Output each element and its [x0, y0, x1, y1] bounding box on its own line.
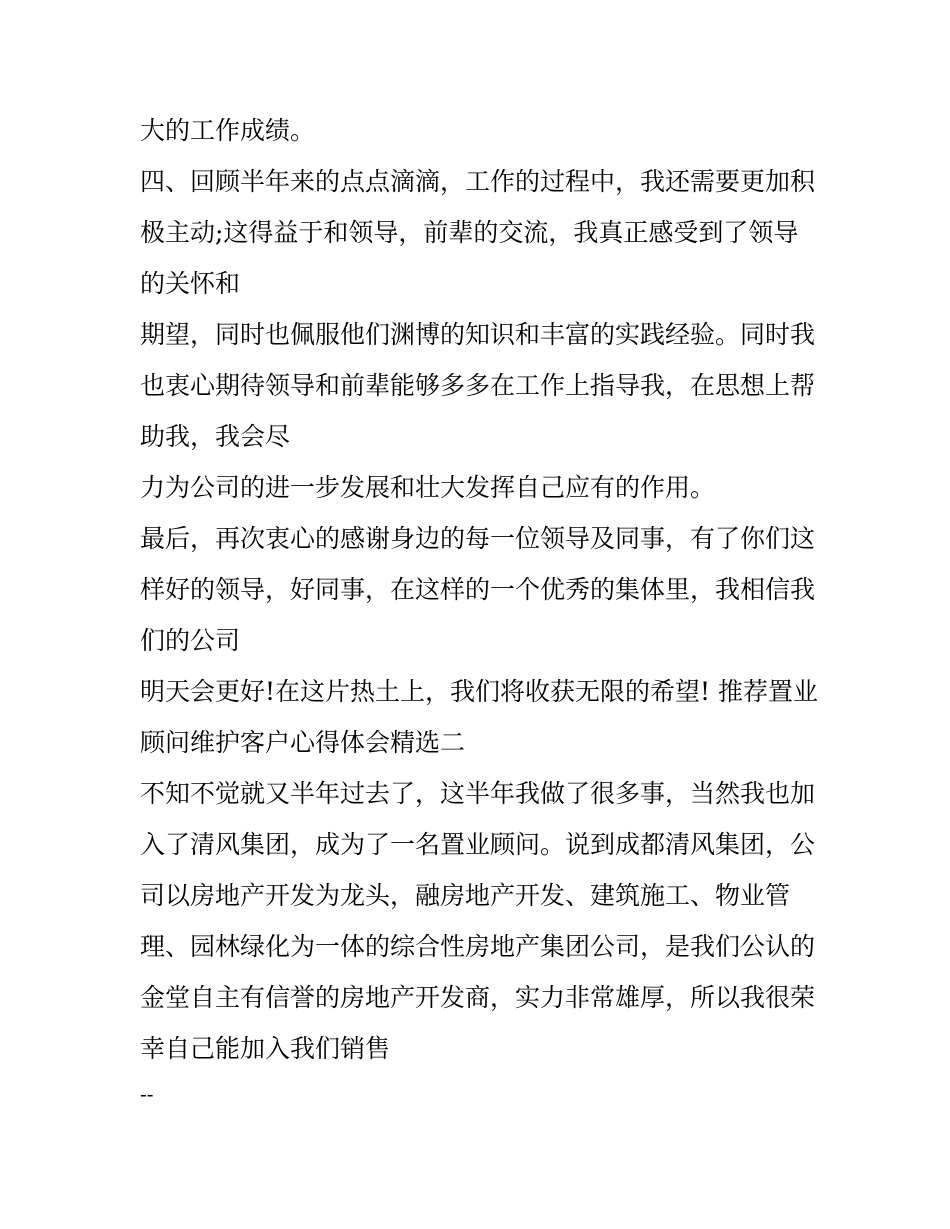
- body-text: [140, 105, 830, 1114]
- text-line: 助我，我会尽: [140, 422, 291, 451]
- text-line: 力为公司的进一步发展和壮大发挥自己应有的作用。: [140, 473, 716, 502]
- text-line: 不知不觉就又半年过去了，这半年我做了很多事，当然我也加: [140, 779, 816, 808]
- text-line: 极主动;这得益于和领导，前辈的交流，我真正感受到了领导: [140, 218, 799, 247]
- text-line: 的关怀和: [140, 269, 241, 298]
- text-line: 明天会更好!在这片热土上，我们将收获无限的希望! 推荐置业: [140, 677, 819, 706]
- text-line: 理、园林绿化为一体的综合性房地产集团公司，是我们公认的: [140, 932, 816, 961]
- page-break-mark: --: [140, 1082, 154, 1106]
- text-line: 金堂自主有信誉的房地产开发商，实力非常雄厚，所以我很荣: [140, 983, 816, 1012]
- text-line: 最后，再次衷心的感谢身边的每一位领导及同事，有了你们这: [140, 524, 816, 553]
- text-line: 样好的领导，好同事，在这样的一个优秀的集体里，我相信我: [140, 575, 816, 604]
- text-line: 四、回顾半年来的点点滴滴，工作的过程中，我还需要更加积: [140, 167, 816, 196]
- text-line: 幸自己能加入我们销售: [140, 1034, 391, 1063]
- text-line: 们的公司: [140, 626, 241, 655]
- text-line: 大的工作成绩。: [140, 116, 316, 145]
- text-line: 入了清风集团，成为了一名置业顾问。说到成都清风集团，公: [140, 830, 816, 859]
- text-line: 顾问维护客户心得体会精选二: [140, 728, 466, 757]
- text-line: 司以房地产开发为龙头，融房地产开发、建筑施工、物业管: [140, 881, 791, 910]
- text-line: 期望，同时也佩服他们渊博的知识和丰富的实践经验。同时我: [140, 320, 816, 349]
- text-line: 也衷心期待领导和前辈能够多多在工作上指导我，在思想上帮: [140, 371, 816, 400]
